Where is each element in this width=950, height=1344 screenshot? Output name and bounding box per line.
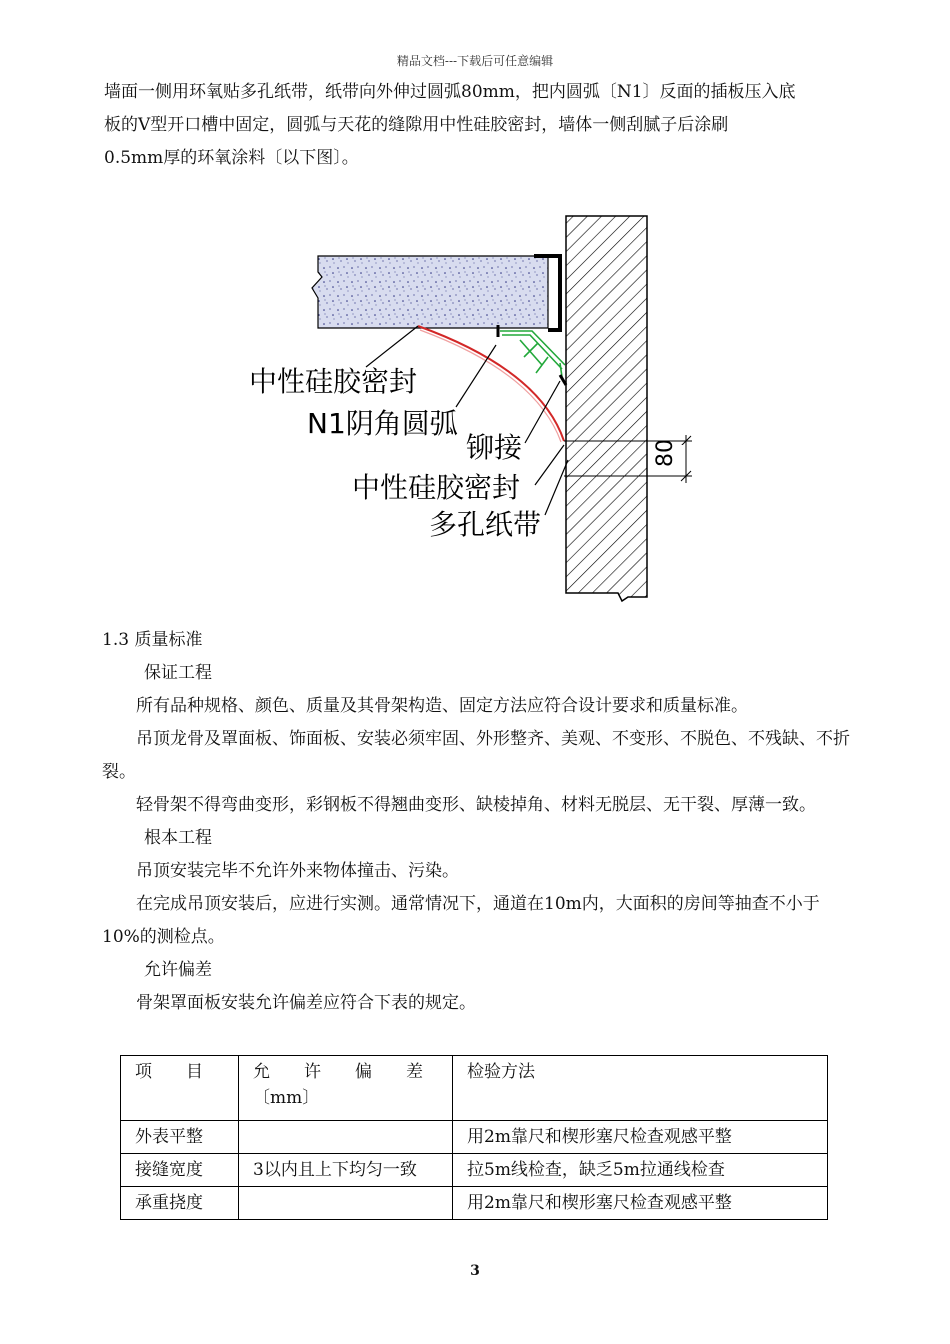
cell-method: 用2m靠尺和楔形塞尺检查观感平整 (453, 1187, 828, 1220)
cell-item: 承重挠度 (121, 1187, 239, 1220)
label-rivet: 铆接 (466, 431, 523, 464)
guarantee-paragraph: 轻骨架不得弯曲变形，彩钢板不得翘曲变形、缺棱掉角、材料无脱层、无干裂、厚薄一致。 (136, 795, 816, 815)
intro-line: 0.5mm厚的环氧涂料〔以下图〕。 (104, 148, 359, 168)
table-row (121, 1154, 828, 1187)
table-row (121, 1121, 828, 1154)
header-tolerance-label: 允 许 偏 差 (253, 1062, 423, 1082)
basic-title: 根本工程 (144, 828, 212, 848)
corner-arc-diagram (0, 195, 950, 615)
basic-paragraph: 吊顶安装完毕不允许外来物体撞击、污染。 (136, 861, 459, 881)
header-tolerance-unit: 〔mm〕 (253, 1088, 320, 1108)
label-sealant-top: 中性硅胶密封 (249, 365, 418, 398)
guarantee-title: 保证工程 (144, 663, 212, 683)
header-item: 项 目 (121, 1056, 239, 1121)
arc-bracket (500, 331, 565, 377)
dimension-label: 80 (653, 439, 678, 467)
cell-tolerance: 3以内且上下均匀一致 (239, 1154, 453, 1187)
tolerance-table (120, 1055, 828, 1220)
wall-section (566, 216, 647, 601)
intro-line: 墙面一侧用环氧贴多孔纸带，纸带向外伸过圆弧80mm，把内圆弧〔N1〕反面的插板压入底 (104, 82, 796, 102)
cell-tolerance (239, 1121, 453, 1154)
cell-item: 外表平整 (121, 1121, 239, 1154)
label-paper-tape: 多孔纸带 (429, 508, 542, 541)
label-arc: N1阴角圆弧 (307, 407, 458, 440)
ceiling-panel (312, 256, 548, 328)
tolerance-intro: 骨架罩面板安装允许偏差应符合下表的规定。 (136, 993, 476, 1013)
cell-method: 用2m靠尺和楔形塞尺检查观感平整 (453, 1121, 828, 1154)
guarantee-paragraph: 所有品种规格、颜色、质量及其骨架构造、固定方法应符合设计要求和质量标准。 (136, 696, 748, 716)
tolerance-title: 允许偏差 (144, 960, 212, 980)
basic-paragraph: 在完成吊顶安装后，应进行实测。通常情况下，通道在10m内，大面积的房间等抽查不小于10%的测检点。 (102, 894, 820, 947)
intro-line: 板的V型开口槽中固定，圆弧与天花的缝隙用中性硅胶密封，墙体一侧刮腻子后涂刷 (104, 115, 729, 135)
table-row (121, 1187, 828, 1220)
cell-item: 接缝宽度 (121, 1154, 239, 1187)
page-header: 精品文档---下载后可任意编辑 (396, 54, 554, 68)
label-sealant-bottom: 中性硅胶密封 (352, 471, 521, 504)
quality-section (102, 624, 852, 1020)
header-tolerance (239, 1056, 453, 1121)
cell-method: 拉5m线检查，缺乏5m拉通线检查 (453, 1154, 828, 1187)
intro-paragraph (104, 76, 796, 175)
cell-tolerance (239, 1187, 453, 1220)
section-heading: 1.3 质量标准 (102, 630, 203, 650)
guarantee-paragraph: 吊顶龙骨及罩面板、饰面板、安装必须牢固、外形整齐、美观、不变形、不脱色、不残缺、不折裂。 (102, 729, 850, 782)
page-number: 3 (470, 1263, 480, 1279)
header-method: 检验方法 (453, 1056, 828, 1121)
table-header-row (121, 1056, 828, 1121)
